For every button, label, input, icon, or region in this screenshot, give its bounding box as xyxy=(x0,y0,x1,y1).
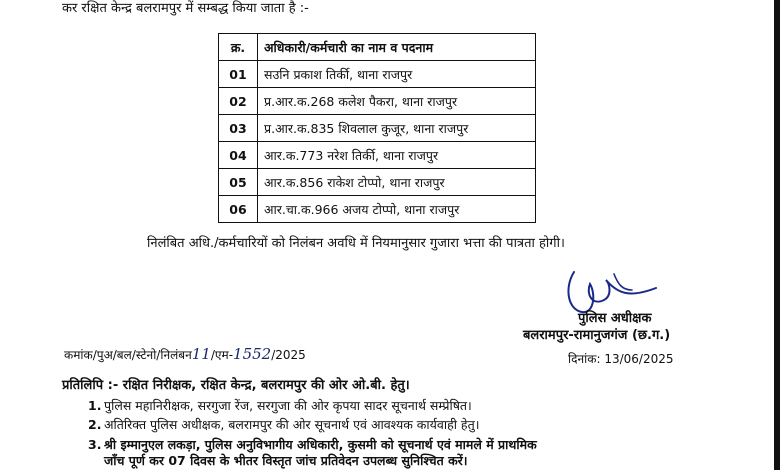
table-row xyxy=(219,61,536,88)
row-name: आर.क.856 राकेश टोप्पो, थाना राजपुर xyxy=(258,169,536,196)
designation-location: बलरामपुर-रामानुजगंज (छ.ग.) xyxy=(523,328,671,343)
table-header-row xyxy=(219,34,536,61)
reference-handwritten-1: 11 xyxy=(191,345,211,363)
table-row xyxy=(219,115,536,142)
table-row xyxy=(219,88,536,115)
table-row xyxy=(219,196,536,223)
row-serial: 05 xyxy=(219,169,258,196)
copy-item-number: 1. xyxy=(88,398,102,413)
row-serial: 04 xyxy=(219,142,258,169)
header-serial: क्र. xyxy=(219,34,258,61)
row-name: आर.चा.क.966 अजय टोप्पो, थाना राजपुर xyxy=(258,196,536,223)
copy-item xyxy=(88,416,479,433)
page-edge xyxy=(774,0,780,470)
row-serial: 01 xyxy=(219,61,258,88)
row-name: प्र.आर.क.835 शिवलाल कुजूर, थाना राजपुर xyxy=(258,115,536,142)
designation-title: पुलिस अधीक्षक xyxy=(578,311,652,326)
allowance-note: निलंबित अधि./कर्मचारियों को निलंबन अवधि में नियमानुसार गुजारा भत्ता की पात्रता होगी। xyxy=(147,236,565,251)
reference-number xyxy=(64,345,306,363)
personnel-table xyxy=(218,33,536,223)
reference-mid: /एम- xyxy=(210,348,234,362)
reference-prefix: कमांक/पुअ/बल/स्टेनो/निलंबन xyxy=(64,348,192,362)
copy-item-number: 2. xyxy=(88,417,102,432)
row-serial: 03 xyxy=(219,115,258,142)
row-name: सउनि प्रकाश तिर्की, थाना राजपुर xyxy=(258,61,536,88)
intro-line: कर रक्षित केन्द्र बलरामपुर में सम्बद्ध किया जाता है :- xyxy=(62,1,309,16)
row-serial: 06 xyxy=(219,196,258,223)
reference-suffix: /2025 xyxy=(271,348,306,362)
row-name: प्र.आर.क.268 कलेश पैकरा, थाना राजपुर xyxy=(258,88,536,115)
copy-item xyxy=(88,436,537,453)
table-row xyxy=(219,142,536,169)
header-name: अधिकारी/कर्मचारी का नाम व पदनाम xyxy=(258,34,536,61)
row-serial: 02 xyxy=(219,88,258,115)
table-row xyxy=(219,169,536,196)
copy-item-number: 3. xyxy=(88,437,102,452)
copy-item-continuation: जाँच पूर्ण कर 07 दिवस के भीतर विस्तृत जांच प्रतिवेदन उपलब्ध सुनिश्चित करें। xyxy=(104,453,468,468)
copy-item xyxy=(88,397,472,414)
copy-item-text: अतिरिक्त पुलिस अधीक्षक, बलरामपुर की ओर सूचनार्थ एवं आवश्यक कार्यवाही हेतु। xyxy=(104,417,480,432)
reference-handwritten-2: 1552 xyxy=(233,345,272,363)
order-date: दिनांक: 13/06/2025 xyxy=(568,352,674,366)
copy-item-text: श्री इम्मानुएल लकड़ा, पुलिस अनुविभागीय अधिकारी, कुसमी को सूचनार्थ एवं मामले में प्राथमिक xyxy=(104,437,537,452)
row-name: आर.क.773 नरेश तिर्की, थाना राजपुर xyxy=(258,142,536,169)
copy-item-text: पुलिस महानिरीक्षक, सरगुजा रेंज, सरगुजा की ओर कृपया सादर सूचनार्थ सम्प्रेषित। xyxy=(104,398,472,413)
copy-to-lead: प्रतिलिपि :- रक्षित निरीक्षक, रक्षित केन्द्र, बलरामपुर की ओर ओ.बी. हेतु। xyxy=(62,378,410,393)
